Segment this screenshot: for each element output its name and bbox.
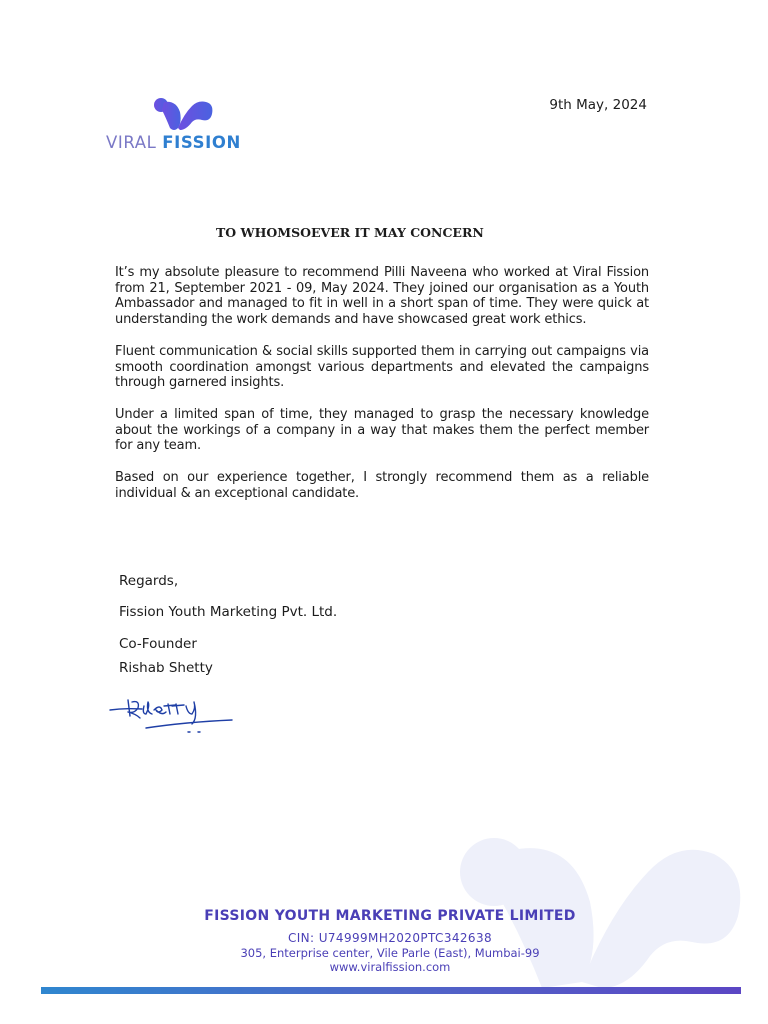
signatory-name: Rishab Shetty [119, 660, 213, 676]
logo-text-viral: VIRAL [106, 133, 157, 152]
body-paragraph-2: Fluent communication & social skills supported them in carrying out campaigns via smooth coordination amongst various departments and elevated the campaigns through garnered insights. [115, 343, 649, 391]
letter-heading: TO WHOMSOEVER IT MAY CONCERN [216, 225, 484, 240]
signatory-title: Co-Founder [119, 636, 197, 652]
footer-address: 305, Enterprise center, Vile Parle (East), Mumbai-99 [240, 946, 540, 960]
footer-divider-bar [41, 987, 741, 994]
footer-cin: CIN: U74999MH2020PTC342638 [287, 931, 493, 945]
signature-image [106, 692, 238, 740]
company-logo [106, 96, 266, 156]
body-paragraph-1: It’s my absolute pleasure to recommend Pilli Naveena who worked at Viral Fission from 21, September 2021 - 09, May 2024. They joined our organisation as a Youth Ambassador and managed to fit in well in a short span of time. They were quick at understanding the work demands and have showcased great work ethics. [115, 265, 649, 328]
closing-company: Fission Youth Marketing Pvt. Ltd. [119, 604, 338, 620]
body-paragraph-3: Under a limited span of time, they managed to grasp the necessary knowledge about the workings of a company in a way that makes them the perfect member for any team. [115, 406, 649, 454]
footer-company-name: FISSION YOUTH MARKETING PRIVATE LIMITED [204, 908, 576, 924]
logo-text-fission: FISSION [162, 133, 241, 152]
letter-date: 9th May, 2024 [549, 97, 647, 113]
closing-regards: Regards, [119, 573, 179, 589]
footer-website: www.viralfission.com [329, 960, 451, 974]
body-paragraph-4: Based on our experience together, I strongly recommend them as a reliable individual & an exceptional candidate. [115, 470, 649, 501]
logo-wordmark [106, 133, 241, 152]
letter-body [115, 265, 649, 517]
viral-fission-logo-icon [152, 96, 218, 132]
